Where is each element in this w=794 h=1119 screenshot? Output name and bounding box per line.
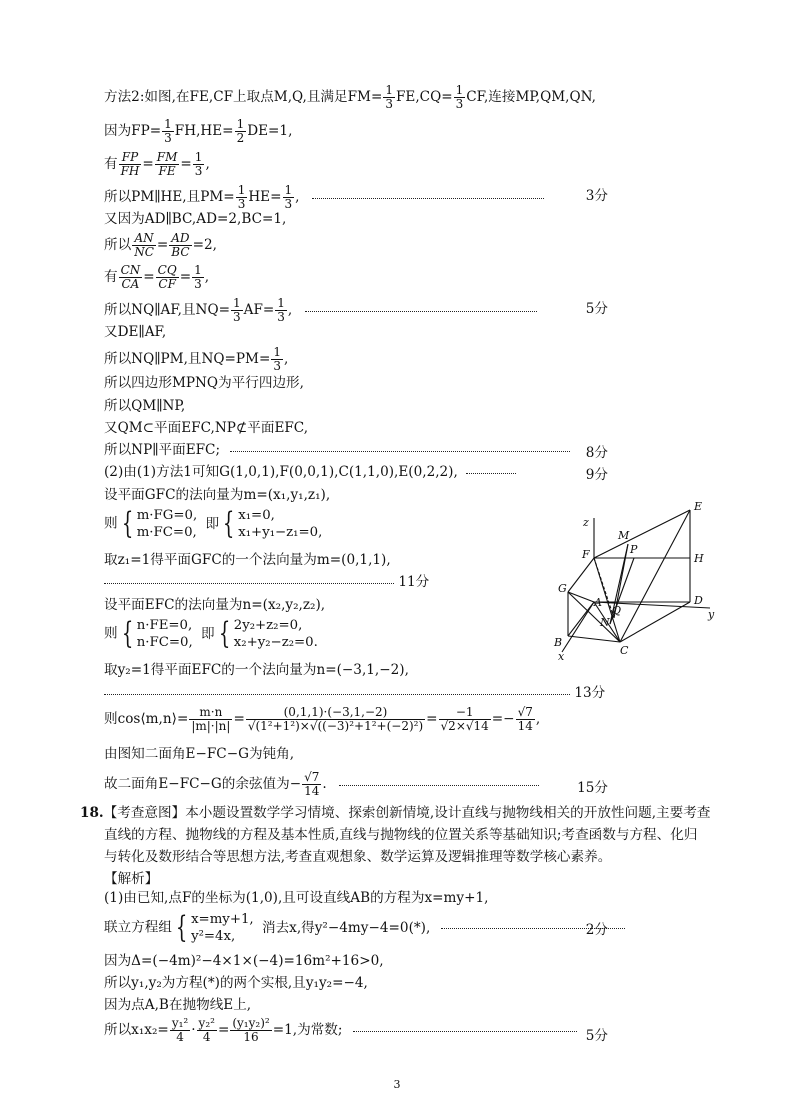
label-M: M — [618, 529, 630, 542]
fraction: $\frac{√7}{14}$ — [304, 770, 320, 798]
fraction: $\frac{1}{3}$ — [284, 183, 293, 211]
label-y: y — [708, 608, 715, 621]
proof-line-9: 又DE∥AF, — [104, 324, 167, 340]
label-G: G — [558, 582, 567, 595]
label-B: B — [554, 636, 563, 649]
label-z: z — [583, 516, 589, 529]
normal-vector-efc: 设平面EFC的法向量为n=(x₂,y₂,z₂), — [104, 597, 326, 613]
solid-geometry-figure — [548, 496, 724, 664]
fraction: $\frac{1}{3}$ — [232, 296, 241, 324]
proof-line-8: 所以NQ∥AF,且NQ= $\frac{1}{3}$ AF= $\frac{1}{3}$ , — [104, 297, 537, 324]
points-on-parabola: 因为点A,B在抛物线E上, — [104, 997, 252, 1013]
question-18-solution-heading: 【解析】 — [104, 871, 159, 887]
proof-line-13: 又QM⊂平面EFC,NP⊄平面EFC, — [104, 420, 309, 436]
label-Q: Q — [612, 604, 622, 617]
cosine-computation: 则cos⟨m,n⟩= $\frac{m\cdot n}{|m|\cdot|n|}$ = $\frac{(0,1,1)\cdot(-3,1,-2)}{\text{√(1²+1²)×√((−3)²+1²+(−2)²)}}$ = $\frac{-1}{√2\times√14}$ =− $\frac{√7}{14}$ , — [104, 705, 541, 733]
score-line-11: 11分 — [104, 573, 429, 591]
page-number: 3 — [393, 1078, 401, 1091]
fraction: $\frac{1}{3}$ — [164, 117, 172, 145]
fraction: $\frac{FP}{FH}$ — [120, 150, 140, 178]
equation-system-1: 则 { m·FG=0, m·FC=0, 即 { x₁=0, x₁+y₁−z₁=0, — [104, 506, 323, 541]
score-leader — [353, 1030, 577, 1032]
roots-line: 所以y₁,y₂为方程(*)的两个实根,且y₁y₂=−4, — [104, 975, 368, 991]
score-line-13: 13分 — [104, 684, 605, 702]
question-18-intent-3: 与转化及数形结合等思想方法,考查直观想象、数学运算及逻辑推理等数学核心素养。 — [104, 849, 612, 865]
score-mark: 8分 — [585, 445, 608, 461]
fraction: $\frac{1}{3}$ — [385, 83, 393, 111]
proof-line-5: 又因为AD∥BC,AD=2,BC=1, — [104, 211, 287, 227]
normal-vector-gfc: 设平面GFC的法向量为m=(x₁,y₁,z₁), — [104, 487, 331, 503]
score-leader — [230, 450, 570, 452]
score-mark: 5分 — [585, 1028, 608, 1044]
question-18-part1: (1)由已知,点F的坐标为(1,0),且可设直线AB的方程为x=my+1, — [104, 890, 489, 906]
score-leader — [104, 693, 570, 695]
fraction: $\frac{\text{(y₁y₂)²}}{16}$ — [232, 1016, 270, 1044]
score-leader — [466, 472, 516, 474]
product-constant-line: 所以x₁x₂= $\frac{\text{y₁²}}{4}$ · $\frac{\text{y₂²}}{4}$ = $\frac{\text{(y₁y₂)²}}{16}$ =1,为常数; — [104, 1017, 577, 1044]
proof-line-3: 有 $\frac{FP}{FH}$ = $\frac{FM}{FE}$ = $\frac{1}{3}$ , — [104, 150, 210, 178]
method2-intro: 方法2:如图,在FE,CF上取点M,Q,且满足FM= $\frac{1}{3}$ FE,CQ= $\frac{1}{3}$ CF,连接MP,QM,QN, — [104, 83, 596, 111]
proof-line-14: 所以NP∥平面EFC; — [104, 441, 570, 459]
label-F: F — [582, 548, 590, 561]
proof-line-2: 因为FP= $\frac{1}{3}$ FH,HE= $\frac{1}{2}$ DE=1, — [104, 117, 293, 145]
fraction: $\frac{FM}{FE}$ — [156, 150, 178, 178]
equation-system-3: 联立方程组 { x=my+1, y²=4x, 消去x,得y²−4my−4=0(*), — [104, 911, 625, 945]
fraction: $\frac{1}{3}$ — [194, 263, 202, 291]
score-mark: 5分 — [585, 301, 608, 317]
proof-line-10: 所以NQ∥PM,且NQ=PM= $\frac{1}{3}$ , — [104, 345, 289, 373]
proof-line-7: 有 $\frac{CN}{CA}$ = $\frac{CQ}{CF}$ = $\frac{1}{3}$ , — [104, 263, 210, 291]
label-D: D — [694, 594, 703, 607]
score-mark: 9分 — [585, 467, 608, 483]
fraction: $\frac{\text{y₁²}}{4}$ — [171, 1016, 189, 1044]
fraction: $\frac{1}{3}$ — [455, 83, 464, 111]
proof-line-4: 所以PM∥HE,且PM= $\frac{1}{3}$ HE= $\frac{1}{3}$ , — [104, 184, 544, 211]
fraction: $\frac{AN}{NC}$ — [134, 231, 154, 259]
dihedral-cosine-result: 故二面角E−FC−G的余弦值为− $\frac{√7}{14}$ . — [104, 771, 539, 798]
question-18-intent: 18.【考查意图】本小题设置数学学习情境、探索创新情境,设计直线与抛物线相关的开放性问题,主要考查 — [80, 805, 711, 821]
equation-system-2: 则 { n·FE=0, n·FC=0, 即 { 2y₂+z₂=0, x₂+y₂−z₂=0. — [104, 616, 318, 651]
label-N: N — [600, 616, 610, 629]
label-P: P — [630, 543, 638, 556]
proof-line-12: 所以QM∥NP, — [104, 398, 186, 414]
label-E: E — [694, 500, 703, 513]
fraction: $\frac{1}{3}$ — [273, 345, 282, 373]
fraction: $\frac{m\cdot n}{|m|\cdot|n|}$ — [191, 705, 231, 733]
score-mark: 3分 — [585, 188, 608, 204]
score-leader — [339, 784, 539, 786]
normal-vector-n-result: 取y₂=1得平面EFC的一个法向量为n=(−3,1,−2), — [104, 662, 409, 678]
part2-coordinates: (2)由(1)方法1可知G(1,0,1),F(0,0,1),C(1,1,0),E(0,2,2), — [104, 463, 516, 481]
label-x: x — [558, 650, 565, 663]
obtuse-angle-note: 由图知二面角E−FC−G为钝角, — [104, 746, 295, 762]
fraction: $\frac{1}{2}$ — [236, 117, 245, 145]
fraction: $\frac{1}{3}$ — [277, 296, 285, 324]
question-18-intent-2: 直线的方程、抛物线的方程及基本性质,直线与抛物线的位置关系等基础知识;考查函数与方程、化归 — [104, 827, 698, 843]
score-mark: 2分 — [585, 922, 608, 938]
discriminant-line: 因为Δ=(−4m)²−4×1×(−4)=16m²+16>0, — [104, 953, 384, 969]
fraction: $\frac{√7}{14}$ — [517, 705, 533, 733]
proof-line-11: 所以四边形MPNQ为平行四边形, — [104, 375, 304, 391]
fraction: $\frac{CN}{CA}$ — [120, 263, 141, 291]
label-C: C — [620, 644, 629, 657]
fraction: $\frac{CQ}{CF}$ — [157, 263, 177, 291]
fraction: $\frac{1}{3}$ — [237, 183, 246, 211]
score-mark: 15分 — [577, 780, 608, 796]
score-leader — [312, 197, 544, 199]
fraction: $\frac{\text{y₂²}}{4}$ — [198, 1016, 215, 1044]
fraction: $\frac{-1}{√2\times√14}$ — [440, 705, 489, 733]
score-leader — [104, 582, 394, 584]
normal-vector-m-result: 取z₁=1得平面GFC的一个法向量为m=(0,1,1), — [104, 552, 391, 568]
label-A: A — [594, 596, 602, 609]
proof-line-6: 所以 $\frac{AN}{NC}$ = $\frac{AD}{BC}$ =2, — [104, 231, 217, 259]
fraction: $\frac{(0,1,1)\cdot(-3,1,-2)}{\text{√(1²+1²)×√((−3)²+1²+(−2)²)}}$ — [247, 705, 424, 733]
fraction: $\frac{AD}{BC}$ — [171, 231, 190, 259]
score-leader — [305, 310, 537, 312]
label-H: H — [694, 552, 704, 565]
fraction: $\frac{1}{3}$ — [194, 150, 203, 178]
